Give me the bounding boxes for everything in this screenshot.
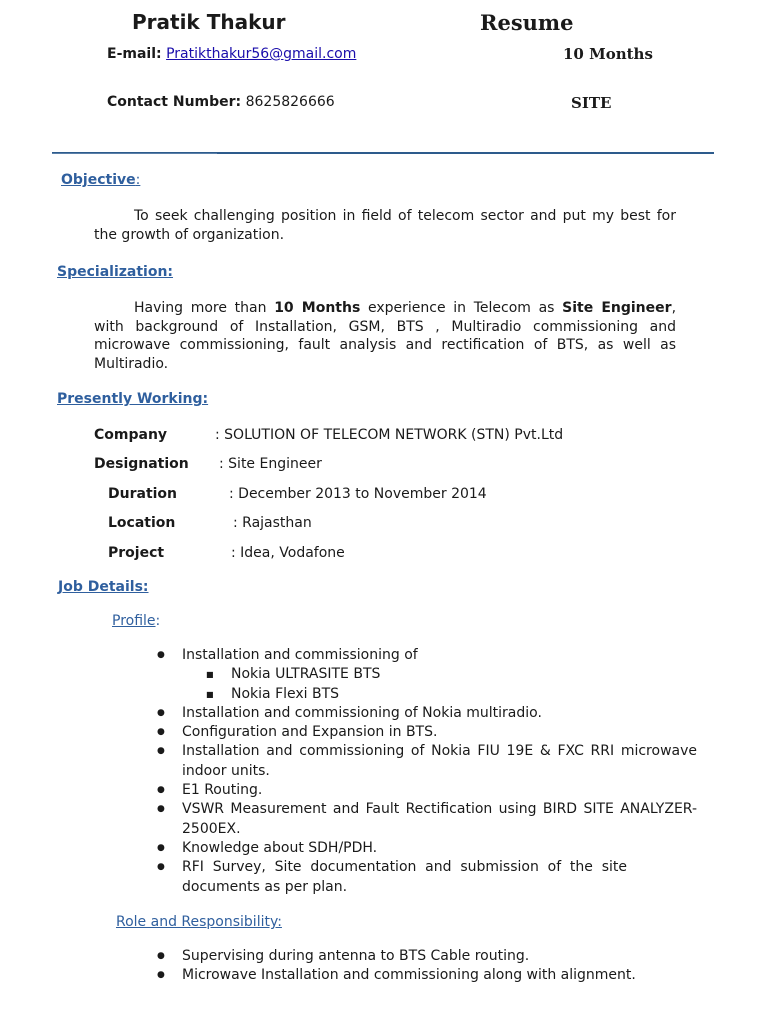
location-row (108, 515, 312, 531)
presently-working-heading: Presently Working: (57, 391, 209, 407)
list-item: ■ Nokia Flexi BTS (206, 685, 697, 704)
role-list (157, 947, 697, 986)
header-divider-accent (52, 153, 217, 154)
designation-value: : Site Engineer (219, 456, 322, 472)
company-label: Company (94, 427, 168, 443)
company-value: : SOLUTION OF TELECOM NETWORK (STN) Pvt.Ltd (215, 427, 564, 443)
duration-row (108, 486, 487, 502)
profile-sublist (182, 665, 697, 704)
duration-label: Duration (108, 486, 178, 502)
list-item: ● VSWR Measurement and Fault Rectification using BIRD SITE ANALYZER-2500EX. (157, 800, 697, 839)
objective-text: To seek challenging position in field of telecom sector and put my best for the growth of organization. (94, 208, 676, 243)
email-line (107, 46, 356, 62)
email-label: E-mail: (107, 46, 162, 62)
role-responsibility-heading: Role and Responsibility: (116, 914, 282, 930)
job-details-heading: Job Details: (58, 579, 149, 595)
list-item: ● Supervising during antenna to BTS Cable routing. (157, 947, 697, 966)
contact-number: 8625826666 (245, 94, 335, 110)
project-value: : Idea, Vodafone (231, 545, 345, 561)
specialization-text: Having more than 10 Months experience in Telecom as Site Engineer, with background of Installation, GSM, BTS , Multiradio commissioning and microwave commissioning, fault analysis and rectification of BTS, as well as Multiradio. (94, 300, 677, 372)
email-link[interactable]: Pratikthakur56@gmail.com (166, 46, 357, 62)
list-item: ● Installation and commissioning of Nokia multiradio. (157, 704, 697, 723)
list-item: ● Knowledge about SDH/PDH. (157, 839, 697, 858)
location-value: : Rajasthan (233, 515, 312, 531)
profile-heading: Profile: (112, 613, 161, 629)
contact-label: Contact Number: (107, 94, 242, 110)
specialization-heading: Specialization: (57, 264, 174, 280)
profile-list (157, 646, 697, 897)
objective-heading: Objective: (61, 172, 141, 188)
project-label: Project (108, 545, 165, 561)
location-label: Location (108, 515, 176, 531)
designation-label: Designation (94, 456, 189, 472)
contact-line (107, 94, 335, 110)
resume-title: Resume (480, 10, 574, 35)
list-item: ● Configuration and Expansion in BTS. (157, 723, 697, 742)
list-item: ■ Nokia ULTRASITE BTS (206, 665, 697, 684)
project-row (108, 545, 345, 561)
company-row (94, 427, 563, 443)
list-item: ● Installation and commissioning of ■ Nokia ULTRASITE BTS ■ Nokia Flexi BTS (157, 646, 697, 704)
designation-row (94, 456, 322, 472)
list-item: ● Microwave Installation and commissioning along with alignment. (157, 966, 697, 985)
list-item: ● RFI Survey, Site documentation and submission of the site documents as per plan. (157, 858, 627, 897)
role-title: SITE (571, 94, 612, 112)
list-item: ● E1 Routing. (157, 781, 697, 800)
candidate-name: Pratik Thakur (132, 10, 286, 34)
duration-value: : December 2013 to November 2014 (229, 486, 487, 502)
experience-duration: 10 Months (563, 45, 653, 63)
list-item: ● Installation and commissioning of Nokia FIU 19E & FXC RRI microwave indoor units. (157, 742, 697, 781)
